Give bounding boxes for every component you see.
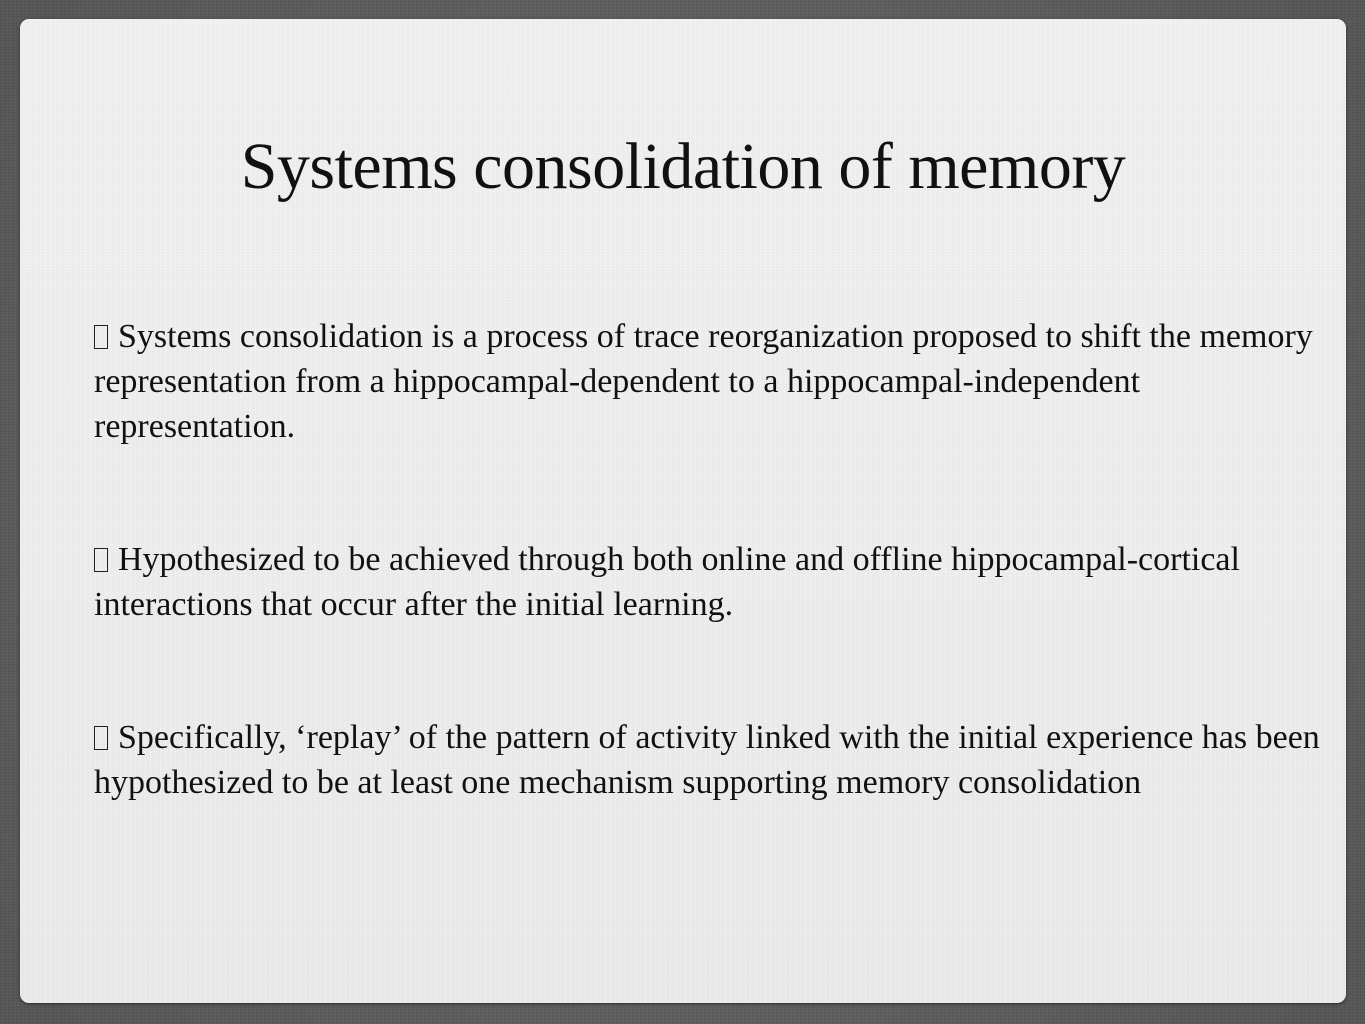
bullet-item	[94, 314, 1334, 449]
missing-glyph-box-icon	[94, 548, 108, 572]
bullet-text: Specifically, ‘replay’ of the pattern of activity linked with the initial experience has been hypothesized to be at least one mechanism supporting memory consolidation	[94, 719, 1320, 801]
slide-title: Systems consolidation of memory	[240, 130, 1126, 203]
slide	[20, 19, 1346, 1003]
bullet-item	[94, 715, 1334, 805]
missing-glyph-box-icon	[94, 325, 108, 349]
bullet-list	[94, 314, 1334, 805]
missing-glyph-box-icon	[94, 726, 108, 750]
bullet-text: Systems consolidation is a process of trace reorganization proposed to shift the memory representation from a hippocampal-dependent to a hippocampal-independent representation.	[94, 318, 1313, 445]
bullet-item	[94, 537, 1334, 627]
bullet-text: Hypothesized to be achieved through both online and offline hippocampal-cortical interactions that occur after the initial learning.	[94, 541, 1240, 623]
